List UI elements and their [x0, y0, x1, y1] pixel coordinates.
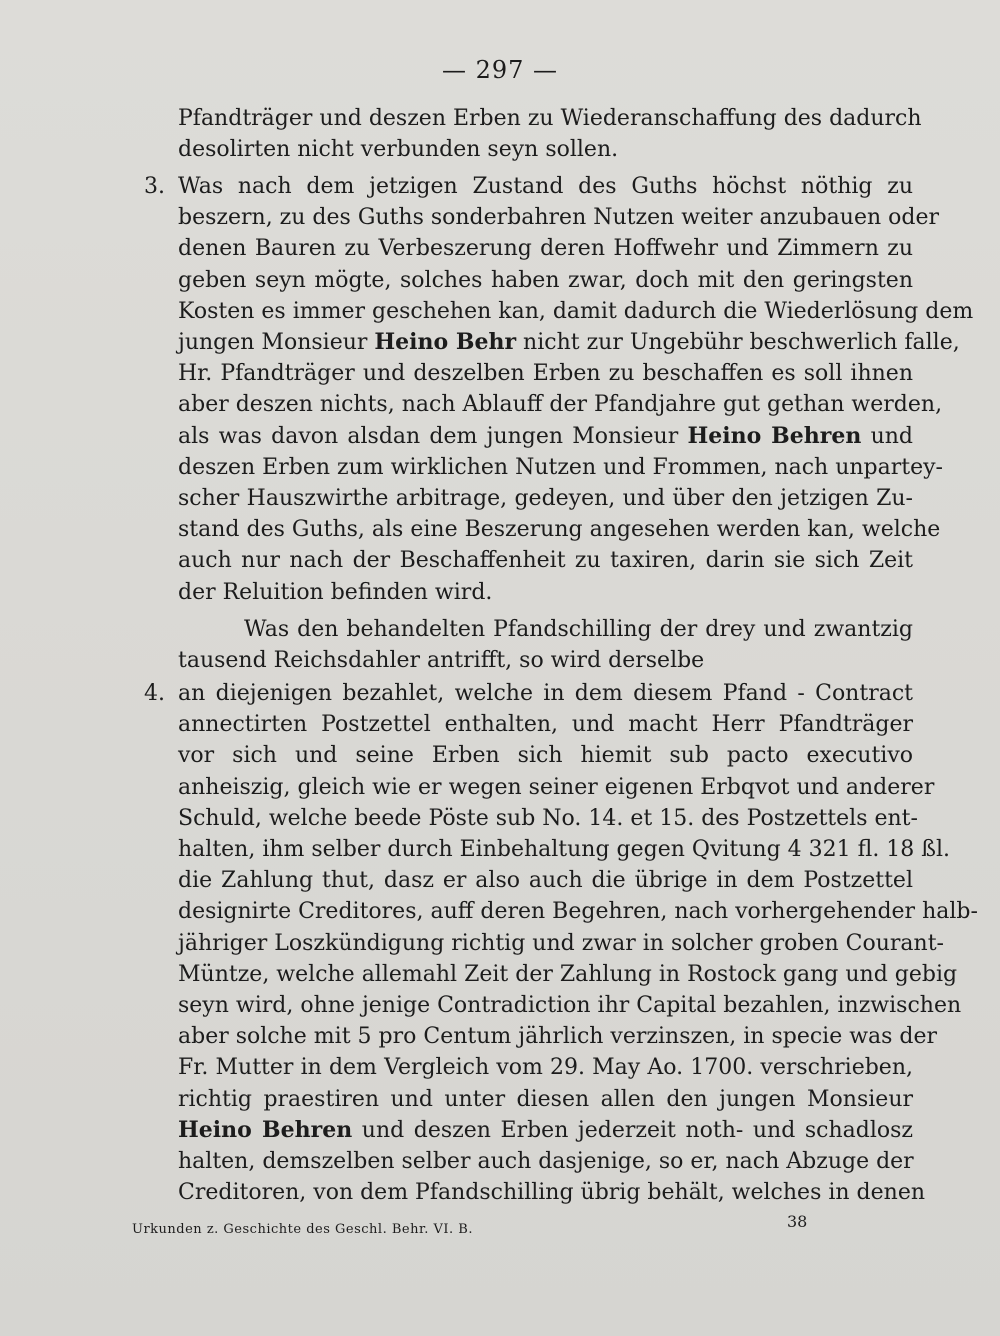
text-line: der Reluition befinden wird. — [178, 579, 493, 605]
text-line: aber deszen nichts, nach Ablauff der Pfandjahre gut gethan werden, — [178, 392, 943, 418]
text-line: deszen Erben zum wirklichen Nutzen und Frommen, nach unpartey- — [178, 454, 943, 480]
text-line: Fr. Mutter in dem Vergleich vom 29. May Ao. 1700. verschrieben, — [178, 1055, 913, 1081]
text-line: an diejenigen bezahlet, welche in dem diesem Pfand - Contract — [178, 681, 913, 706]
text-line: Pfandträger und deszen Erben zu Wiederanschaffung des dadurch — [178, 106, 922, 131]
emphasized-name: Heino Behren — [687, 422, 862, 449]
emphasized-name: Heino Behr — [374, 329, 517, 356]
text-line: denen Bauren zu Verbeszerung deren Hoffwehr und Zimmern zu — [178, 236, 913, 262]
text-line: als was davon alsdan dem jungen Monsieur Heino Behren und — [178, 422, 913, 449]
emphasized-name: Heino Behren — [178, 1116, 353, 1143]
text-line: halten, demszelben selber auch dasjenige, so er, nach Abzuge der — [178, 1149, 914, 1175]
text-line: stand des Guths, als eine Beszerung angesehen werden kan, welche — [178, 517, 941, 543]
text-line: desolirten nicht verbunden seyn sollen. — [178, 137, 619, 163]
text-line: die Zahlung thut, dasz er also auch die übrige in dem Postzettel — [178, 868, 913, 894]
text-line: scher Hauszwirthe arbitrage, gedeyen, und über den jetzigen Zu- — [178, 486, 913, 512]
text-line: Müntze, welche allemahl Zeit der Zahlung in Rostock gang und gebig — [178, 961, 958, 987]
paragraph-4 — [144, 678, 978, 1208]
text-line: geben seyn mögte, solches haben zwar, doch mit den geringsten — [178, 267, 913, 293]
text-line: anheiszig, gleich wie er wegen seiner eigenen Erbqvot und anderer — [178, 774, 935, 800]
paragraph-number: 4. — [144, 681, 165, 706]
text-line: aber solche mit 5 pro Centum jährlich verzinszen, in specie was der — [178, 1024, 938, 1050]
paragraph-pfandschilling — [178, 614, 913, 676]
text-line: auch nur nach der Beschaffenheit zu taxiren, darin sie sich Zeit — [178, 548, 913, 574]
text-line: Heino Behren und deszen Erben jederzeit noth- und schadlosz — [178, 1116, 913, 1143]
text-line: Creditoren, von dem Pfandschilling übrig behält, welches in denen — [178, 1180, 926, 1206]
text-line: beszern, zu des Guths sonderbahren Nutzen weiter anzubauen oder — [178, 205, 939, 231]
paragraph-continuation — [178, 103, 922, 165]
text-line: halten, ihm selber durch Einbehaltung gegen Qvitung 4 321 fl. 18 ßl. — [178, 837, 951, 863]
text-line: richtig praestiren und unter diesen allen den jungen Monsieur — [178, 1086, 913, 1112]
paragraph-3 — [144, 171, 974, 608]
text-line: seyn wird, ohne jenige Contradiction ihr Capital bezahlen, inzwischen — [178, 993, 962, 1019]
text-line: Was den behandelten Pfandschilling der drey und zwantzig — [244, 617, 913, 642]
text-line: Kosten es immer geschehen kan, damit dadurch die Wiederlösung dem — [178, 298, 974, 324]
text-line: Was nach dem jetzigen Zustand des Guths höchst nöthig zu — [178, 174, 913, 199]
text-line: tausend Reichsdahler antrifft, so wird derselbe — [178, 648, 705, 674]
footer-source: Urkunden z. Geschichte des Geschl. Behr. VI. B. — [132, 1222, 473, 1237]
text-line: jähriger Loszkündigung richtig und zwar in solcher groben Courant- — [178, 930, 944, 956]
text-line: Schuld, welche beede Pöste sub No. 14. et 15. des Postzettels ent- — [178, 805, 918, 831]
paragraph-number: 3. — [144, 174, 165, 199]
text-line: designirte Creditores, auff deren Begehren, nach vorhergehender halb- — [178, 899, 978, 925]
page-number: — 297 — — [441, 56, 559, 84]
text-line: jungen Monsieur Heino Behr nicht zur Ungebühr beschwerlich falle, — [178, 329, 960, 356]
signature-mark: 38 — [787, 1212, 808, 1231]
text-line: Hr. Pfandträger und deszelben Erben zu beschaffen es soll ihnen — [178, 361, 913, 387]
text-line: vor sich und seine Erben sich hiemit sub pacto executivo — [178, 743, 913, 769]
text-line: annectirten Postzettel enthalten, und macht Herr Pfandträger — [178, 712, 913, 738]
